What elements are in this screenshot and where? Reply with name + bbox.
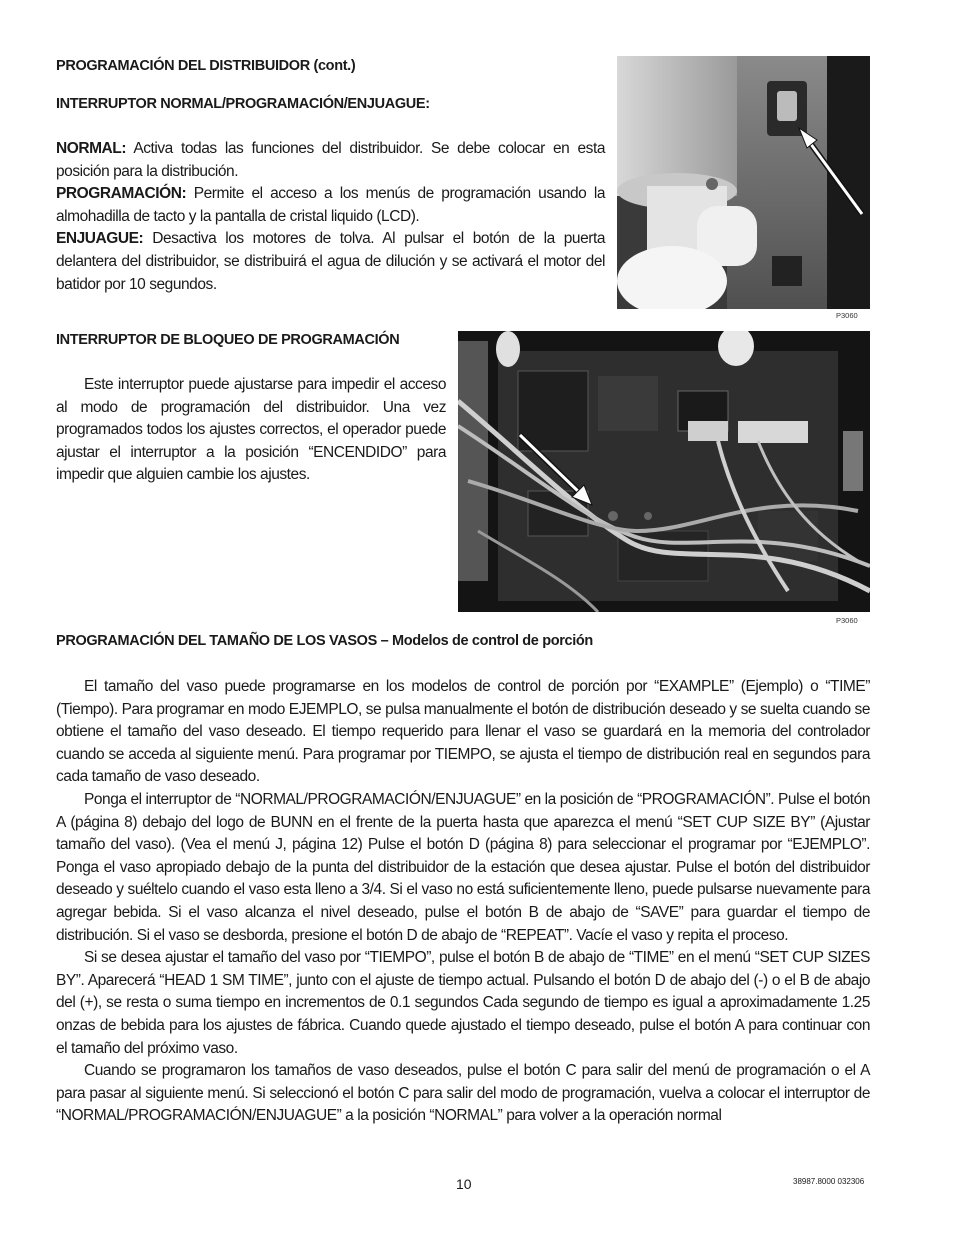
cup-size-paragraph-1: El tamaño del vaso puede programarse en los modelos de control de porción por “EXAMPLE” (Ejemplo) o “TIME” (Tiempo). Para programar en modo EJEMPLO, se pulsa manualmente el botón de distribución deseado y se suelta cuando se obtiene el tamaño del vaso deseado. El tiempo requerido para llenar el vaso se guardará en la memoria del controlador cuando se acceda al siguiente menú. Para programar por TIEMPO, se ajusta el tiempo de distribución real en segundos para cada tamaño de vaso deseado. bbox=[56, 678, 870, 786]
cup-size-title-bold: PROGRAMACIÓN DEL TAMAÑO DE LOS VASOS – bbox=[56, 633, 392, 649]
prog-text: Permite el acceso a los menús de programación usando la almohadilla de tacto y la pantalla de cristal liquido (LCD). bbox=[56, 185, 605, 225]
cup-size-body bbox=[56, 676, 870, 1128]
lockout-title: INTERRUPTOR DE BLOQUEO DE PROGRAMACIÓN bbox=[56, 332, 400, 348]
rinse-text: Desactiva los motores de tolva. Al pulsar el botón de la puerta delantera del distribuidor, se distribuirá el agua de dilución y se activará el motor del batidor por 10 segundos. bbox=[56, 230, 605, 293]
control-board-illustration bbox=[458, 331, 870, 612]
lockout-text: Este interruptor puede ajustarse para impedir el acceso al modo de programación del distribuidor. Una vez programados todos los ajustes correctos, el operador puede ajustar el interruptor a la posición “ENCENDIDO” para impedir que alguien cambie los ajustes. bbox=[56, 376, 446, 484]
photo-label: P3060 bbox=[836, 616, 858, 625]
cup-size-title bbox=[56, 633, 593, 649]
prog-label: PROGRAMACIÓN: bbox=[56, 185, 187, 203]
switch-photo-illustration bbox=[617, 56, 870, 309]
document-code: 38987.8000 032306 bbox=[793, 1177, 865, 1186]
normal-text: Activa todas las funciones del distribuidor. Se debe colocar en esta posición para la distribución. bbox=[56, 140, 605, 180]
cup-size-paragraph-3: Si se desea ajustar el tamaño del vaso por “TIEMPO”, pulse el botón B de abajo de “TIME” en el menú “SET CUP SIZES BY”. Aparecerá “HEAD 1 SM TIME”, junto con el ajuste de tiempo actual. Pulsando el botón D de abajo del (-) o el B de abajo del (+), se resta o suma tiempo en incrementos de 0.1 segundos Cada segundo de tiempo es igual a aproximadamente 1.25 onzas de bebida para los ajustes de fábrica. Cuando quede ajustado el tiempo deseado, pulse el botón A para continuar con el tamaño del próximo vaso. bbox=[56, 949, 870, 1057]
switch-photo bbox=[617, 56, 870, 309]
cup-size-paragraph-2: Ponga el interruptor de “NORMAL/PROGRAMACIÓN/ENJUAGUE” en la posición de “PROGRAMACIÓN”. Pulse el botón A (página 8) debajo del logo de BUNN en el frente de la puerta hasta que aparezca el menú “SET CUP SIZE BY” (Ajustar tamaño del vaso). (Vea el menú J, página 12) Pulse el botón D (página 8) para seleccionar el programar por “EJEMPLO”. Ponga el vaso apropiado debajo de la punta del distribuidor de la estación que desea ajustar. Pulse el botón del distribuidor deseado y suéltelo cuando el vaso esta lleno a 3/4. Si el vaso no está suficientemente lleno, puede pulsarse nuevamente para agregar bebida. Si el vaso alcanza el nivel deseado, pulse el botón B de abajo de “SAVE” para guardar el tiempo de distribución. Si el vaso se desborda, presione el botón D de abajo de “REPEAT”. Vacíe el vaso y repita el proceso. bbox=[56, 790, 870, 944]
cup-size-title-rest: Modelos de control de porción bbox=[392, 633, 593, 649]
normal-label: NORMAL: bbox=[56, 140, 127, 157]
photo-label: P3060 bbox=[836, 311, 858, 320]
control-board-photo bbox=[458, 331, 870, 612]
switch-modes-text bbox=[56, 138, 605, 296]
page-number: 10 bbox=[456, 1176, 472, 1192]
cup-size-paragraph-4: Cuando se programaron los tamaños de vaso deseados, pulse el botón C para salir del menú de programación o el A para pasar al siguiente menú. Si seleccionó el botón C para salir del modo de programación, vuelva a colocar el interruptor de “NORMAL/PROGRAMACIÓN/ENJUAGUE” a la posición “NORMAL” para volver a la operación normal bbox=[56, 1062, 870, 1125]
rinse-label: ENJUAGUE: bbox=[56, 230, 144, 248]
section-title: PROGRAMACIÓN DEL DISTRIBUIDOR (cont.) bbox=[56, 58, 356, 74]
switch-subtitle: INTERRUPTOR NORMAL/PROGRAMACIÓN/ENJUAGUE: bbox=[56, 96, 430, 112]
